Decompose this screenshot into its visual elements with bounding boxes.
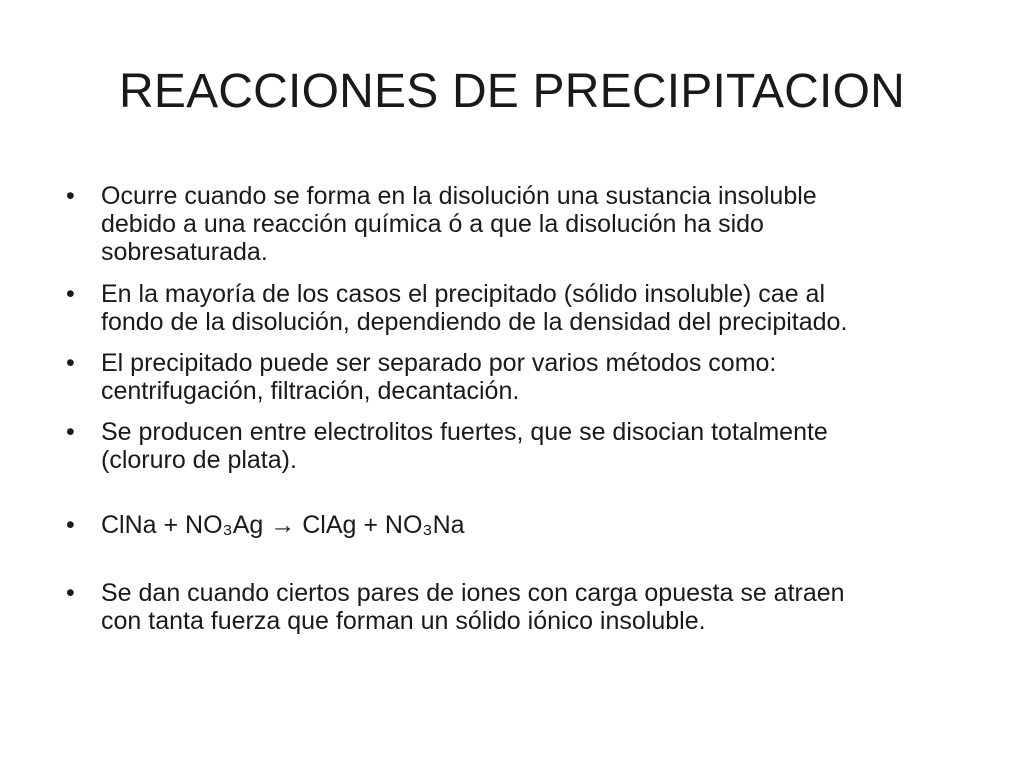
bullet-item [66, 579, 976, 635]
bullet-item [66, 182, 976, 266]
bullet-item [66, 349, 976, 405]
bullet-line: fondo de la disolución, dependiendo de la densidad del precipitado. [101, 308, 848, 336]
bullet-line: El precipitado puede ser separado por varios métodos como: [101, 349, 777, 377]
bullet-item [66, 418, 976, 474]
bullet-line: sobresaturada. [101, 238, 268, 266]
bullet-dot-icon: • [66, 280, 75, 308]
slide-title: REACCIONES DE PRECIPITACION [119, 65, 905, 118]
bullet-line: En la mayoría de los casos el precipitado (sólido insoluble) cae al [101, 280, 825, 308]
bullet-dot-icon: • [66, 579, 75, 607]
bullet-line: (cloruro de plata). [101, 446, 297, 474]
bullet-dot-icon: • [66, 418, 75, 446]
bullet-line: Ocurre cuando se forma en la disolución una sustancia insoluble [101, 182, 817, 210]
bullet-dot-icon: • [66, 349, 75, 377]
bullet-dot-icon: • [66, 511, 75, 539]
bullet-list [66, 182, 976, 635]
bullet-line: debido a una reacción química ó a que la disolución ha sido [101, 210, 764, 238]
bullet-line: con tanta fuerza que forman un sólido iónico insoluble. [101, 607, 706, 635]
bullet-line: Se dan cuando ciertos pares de iones con carga opuesta se atraen [101, 579, 845, 607]
bullet-item [66, 280, 976, 336]
bullet-line: Se producen entre electrolitos fuertes, que se disocian totalmente [101, 418, 828, 446]
bullet-item-equation [66, 511, 976, 539]
chemical-equation: ClNa + NO₃Ag → ClAg + NO₃Na [101, 511, 465, 539]
bullet-dot-icon: • [66, 182, 75, 210]
bullet-line: centrifugación, filtración, decantación. [101, 377, 520, 405]
